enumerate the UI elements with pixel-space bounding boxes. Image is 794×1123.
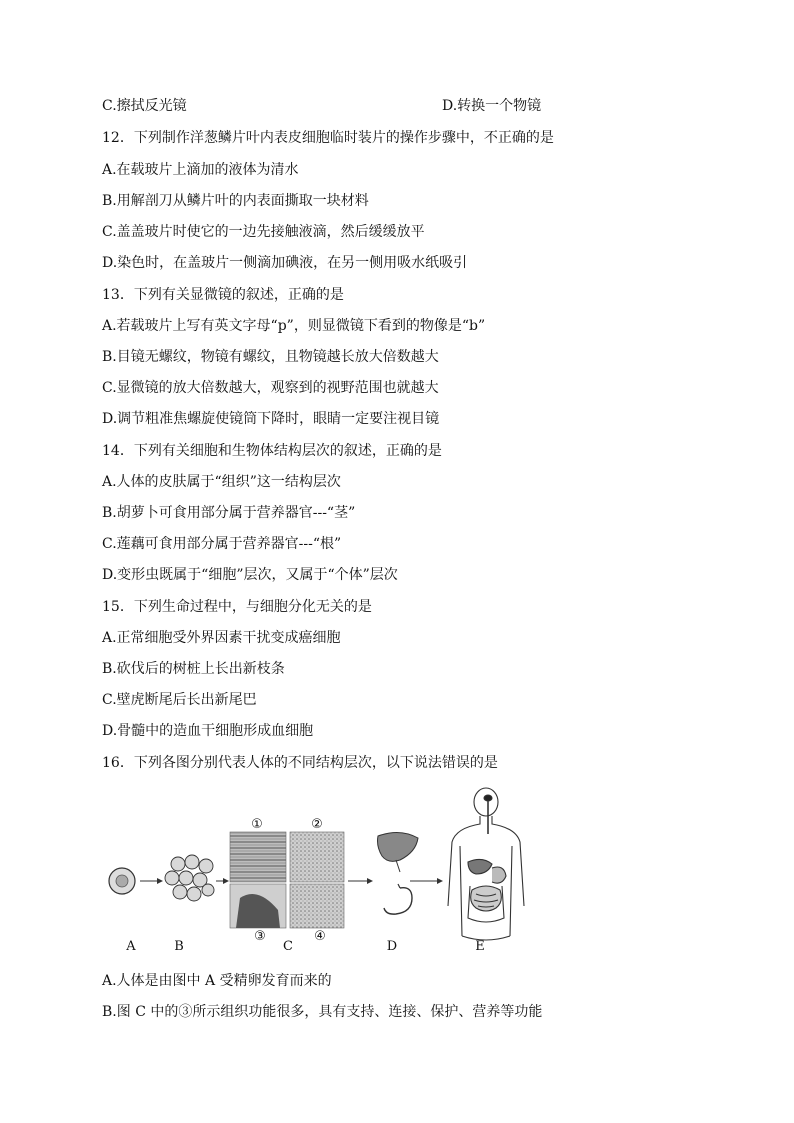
q16-stem: 16．下列各图分别代表人体的不同结构层次，以下说法错误的是: [102, 755, 498, 771]
tissue-mark-3: ③: [254, 929, 266, 944]
figure-label-a: A: [126, 939, 136, 954]
q15-option-a: A.正常细胞受外界因素干扰变成癌细胞: [102, 630, 341, 646]
q15-option-d: D.骨髓中的造血干细胞形成血细胞: [102, 723, 314, 739]
q15-option-b: B.砍伐后的树桩上长出新枝条: [102, 661, 285, 677]
tissues-C: [230, 817, 344, 944]
tissue-mark-4: ④: [314, 929, 326, 944]
q11-option-c: C.擦拭反光镜: [102, 98, 187, 114]
q15-option-c: C.壁虎断尾后长出新尾巴: [102, 692, 257, 708]
q14-option-d: D.变形虫既属于“细胞”层次，又属于“个体”层次: [102, 567, 398, 583]
q13-stem: 13．下列有关显微镜的叙述，正确的是: [102, 287, 344, 303]
q16-figure: [100, 786, 540, 954]
q14-option-b: B.胡萝卜可食用部分属于营养器官---“茎”: [102, 505, 356, 521]
q14-stem: 14．下列有关细胞和生物体结构层次的叙述，正确的是: [102, 443, 442, 459]
cell-cluster-B: [165, 855, 214, 901]
organs-D: [378, 832, 419, 914]
q15-stem: 15．下列生命过程中，与细胞分化无关的是: [102, 599, 372, 615]
structure-levels-diagram: [100, 786, 540, 954]
human-body-E: [448, 788, 524, 940]
q12-option-b: B.用解剖刀从鳞片叶的内表面撕取一块材料: [102, 193, 369, 209]
q12-stem: 12．下列制作洋葱鳞片叶内表皮细胞临时装片的操作步骤中，不正确的是: [102, 130, 554, 146]
q12-option-a: A.在载玻片上滴加的液体为清水: [102, 162, 299, 178]
fertilized-egg-A: [109, 868, 135, 894]
q12-option-c: C.盖盖玻片时使它的一边先接触液滴，然后缓缓放平: [102, 224, 425, 240]
tissue-mark-2: ②: [311, 817, 323, 832]
q13-option-a: A.若载玻片上写有英文字母“p”，则显微镜下看到的物像是“b”: [102, 318, 486, 334]
q14-option-a: A.人体的皮肤属于“组织”这一结构层次: [102, 474, 341, 490]
figure-label-c: C: [283, 939, 293, 954]
q13-option-c: C.显微镜的放大倍数越大，观察到的视野范围也就越大: [102, 380, 439, 396]
q11-option-d: D.转换一个物镜: [442, 98, 542, 114]
tissue-mark-1: ①: [251, 817, 263, 832]
q12-option-d: D.染色时，在盖玻片一侧滴加碘液，在另一侧用吸水纸吸引: [102, 255, 468, 271]
q13-option-d: D.调节粗准焦螺旋使镜筒下降时，眼睛一定要注视目镜: [102, 411, 440, 427]
q11-options-row: [102, 97, 542, 115]
figure-label-b: B: [174, 939, 184, 954]
figure-label-d: D: [386, 939, 398, 954]
q16-option-b: B.图 C 中的③所示组织功能很多，具有支持、连接、保护、营养等功能: [102, 1004, 543, 1020]
q14-option-c: C.莲藕可食用部分属于营养器官---“根”: [102, 536, 342, 552]
q13-option-b: B.目镜无螺纹，物镜有螺纹，且物镜越长放大倍数越大: [102, 349, 439, 365]
q16-option-a: A.人体是由图中 A 受精卵发育而来的: [102, 973, 332, 989]
figure-label-e: E: [475, 939, 485, 954]
